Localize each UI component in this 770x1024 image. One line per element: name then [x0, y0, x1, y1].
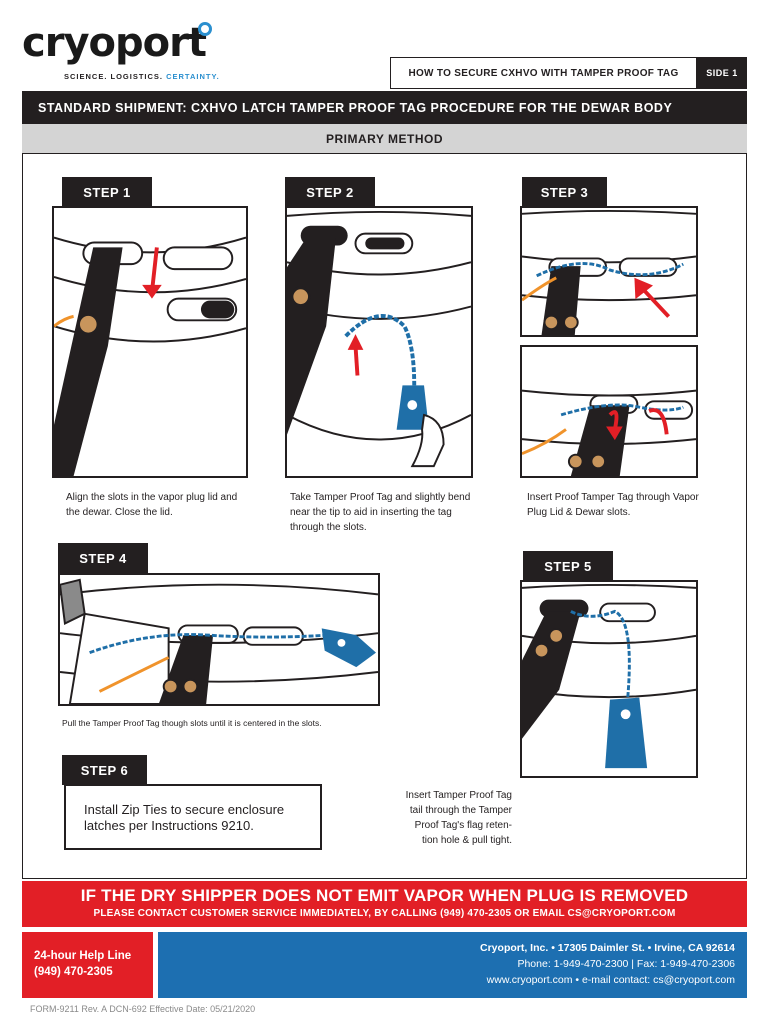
warning-subtext: PLEASE CONTACT CUSTOMER SERVICE IMMEDIATELY, BY CALLING (949) 470-2305 OR EMAIL CS@CRYOPORT.COM [93, 908, 676, 919]
contact-web[interactable]: www.cryoport.com • e-mail contact: cs@cryoport.com [486, 974, 735, 986]
step-3-caption: Insert Proof Tamper Tag through Vapor Plug Lid & Dewar slots. [527, 492, 699, 518]
contact-address: Cryoport, Inc. • 17305 Daimler St. • Irvine, CA 92614 [480, 942, 735, 954]
tagline-prefix: SCIENCE. LOGISTICS. [64, 72, 167, 81]
step-5-tab: STEP 5 [523, 551, 613, 581]
warning-headline: IF THE DRY SHIPPER DOES NOT EMIT VAPOR WHEN PLUG IS REMOVED [80, 886, 689, 905]
step-3-illustration-top [520, 206, 698, 337]
step-4-illustration [58, 573, 380, 706]
step-4-tab: STEP 4 [58, 543, 148, 573]
contact-box [158, 932, 747, 998]
logo-dot-icon [198, 22, 212, 36]
step-1-illustration [52, 206, 248, 478]
step-1-caption: Align the slots in the vapor plug lid and the dewar. Close the lid. [66, 492, 238, 518]
step-5-illustration [520, 580, 698, 778]
helpline-phone[interactable]: (949) 470-2305 [34, 966, 113, 978]
logo-tagline [64, 72, 220, 81]
step-2-tab: STEP 2 [285, 177, 375, 207]
tagline-accent: CERTAINTY. [166, 72, 220, 81]
method-heading: PRIMARY METHOD [22, 124, 747, 154]
form-id: FORM-9211 Rev. A DCN-692 Effective Date: 05/21/2020 [30, 1004, 256, 1014]
step-6-instruction: Install Zip Ties to secure enclosure latches per Instructions 9210. [64, 784, 322, 850]
step-5-caption-line: Proof Tag's flag reten- [414, 820, 512, 831]
step-5-caption [362, 788, 512, 848]
step-2-caption: Take Tamper Proof Tag and slightly bend near the tip to aid in inserting the tag through the slots. [290, 492, 471, 533]
document-title: HOW TO SECURE CXHVO WITH TAMPER PROOF TAG [390, 57, 697, 89]
contact-phone: Phone: 1-949-470-2300 | Fax: 1-949-470-2306 [517, 958, 735, 970]
step-2-illustration [285, 206, 473, 478]
procedure-title: STANDARD SHIPMENT: CXHVO LATCH TAMPER PROOF TAG PROCEDURE FOR THE DEWAR BODY [22, 91, 747, 124]
side-label: SIDE 1 [697, 57, 747, 89]
step-3-illustration-bottom [520, 345, 698, 478]
cryoport-logo [22, 20, 220, 84]
helpline-label: 24-hour Help Line [34, 950, 132, 962]
helpline-box [22, 932, 153, 998]
logo-wordmark: cryoport [22, 20, 206, 66]
step-5-caption-line: tion hole & pull tight. [421, 835, 512, 846]
step-6-tab: STEP 6 [62, 755, 147, 785]
step-5-caption-line: Insert Tamper Proof Tag [405, 790, 512, 801]
step-4-caption: Pull the Tamper Proof Tag though slots until it is centered in the slots. [62, 718, 322, 728]
vapor-warning-banner [22, 881, 747, 927]
step-1-tab: STEP 1 [62, 177, 152, 207]
step-3-tab: STEP 3 [522, 177, 607, 207]
step-5-caption-line: tail through the Tamper [409, 805, 512, 816]
